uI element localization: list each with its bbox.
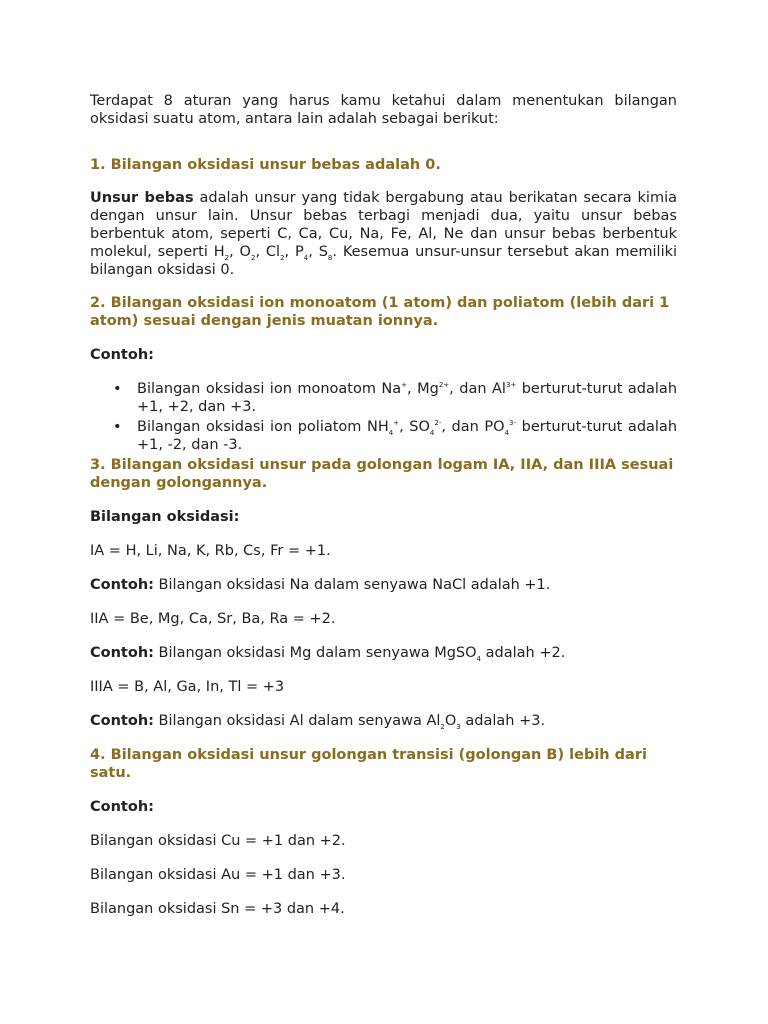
bullet-icon: • [113, 419, 122, 435]
rule1-paragraph: Unsur bebas adalah unsur yang tidak bergabung atau berikatan secara kimia dengan unsur lain. Unsur bebas terbagi menjadi dua, yaitu unsur bebas berbentuk atom, seperti C, Ca, Cu, Na, Fe, Al, Ne dan unsur bebas berbentuk molekul, seperti $H_2$, $O_2$, $Cl_2$, $P_4$, $S_8$. Kesemua unsur-unsur tersebut akan memiliki bilangan oksidasi 0. [90, 190, 678, 278]
document-page [90, 92, 677, 918]
rule2-heading: 2. Bilangan oksidasi ion monoatom (1 atom) dan poliatom (lebih dari 1 atom) sesuai dengan jenis muatan ionnya. [90, 295, 670, 329]
rule3-iiia-example: Contoh: Bilangan oksidasi Al dalam senyawa $Al_2O_3$ adalah +3. [90, 713, 546, 731]
bullet-icon: • [113, 381, 122, 397]
rule4-cu: Bilangan oksidasi Cu = +1 dan +2. [90, 833, 346, 849]
rule3-iiia: IIIA = B, Al, Ga, In, Tl = +3 [90, 679, 285, 695]
rule3-iia-example: Contoh: Bilangan oksidasi Mg dalam senyawa MgSO$_4$ adalah +2. [90, 645, 566, 663]
list-item: • Bilangan oksidasi ion poliatom $NH_4^+$, $SO_4^{2-}$, dan $PO_4^{3-}$ berturut-turut adalah +1, -2, dan -3. [113, 419, 678, 453]
rule3-heading: 3. Bilangan oksidasi unsur pada golongan logam IA, IIA, dan IIIA sesuai dengan golongannya. [90, 457, 674, 491]
rule3-ia: IA = H, Li, Na, K, Rb, Cs, Fr = +1. [90, 543, 331, 559]
rule1-heading: 1. Bilangan oksidasi unsur bebas adalah 0. [90, 157, 441, 173]
rule2-example-label: Contoh: [90, 347, 154, 363]
rule1-term: Unsur bebas [90, 190, 194, 206]
rule2-example-list [90, 380, 677, 454]
rule3-iia: IIA = Be, Mg, Ca, Sr, Ba, Ra = +2. [90, 611, 336, 627]
intro-paragraph: Terdapat 8 aturan yang harus kamu ketahui dalam menentukan bilangan oksidasi suatu atom, antara lain adalah sebagai berikut: [90, 93, 677, 127]
rule4-heading: 4. Bilangan oksidasi unsur golongan transisi (golongan B) lebih dari satu. [90, 747, 647, 781]
rule4-sn: Bilangan oksidasi Sn = +3 dan +4. [90, 901, 345, 917]
list-item: • Bilangan oksidasi ion monoatom Na+, $Mg^{2+}$, dan $Al^{3+}$ berturut-turut adalah +1, +2, dan +3. [113, 381, 678, 415]
rule4-au: Bilangan oksidasi Au = +1 dan +3. [90, 867, 346, 883]
rule3-label: Bilangan oksidasi: [90, 509, 240, 525]
rule4-example-label: Contoh: [90, 799, 154, 815]
rule3-ia-example: Contoh: Bilangan oksidasi Na dalam senyawa NaCl adalah +1. [90, 577, 551, 593]
